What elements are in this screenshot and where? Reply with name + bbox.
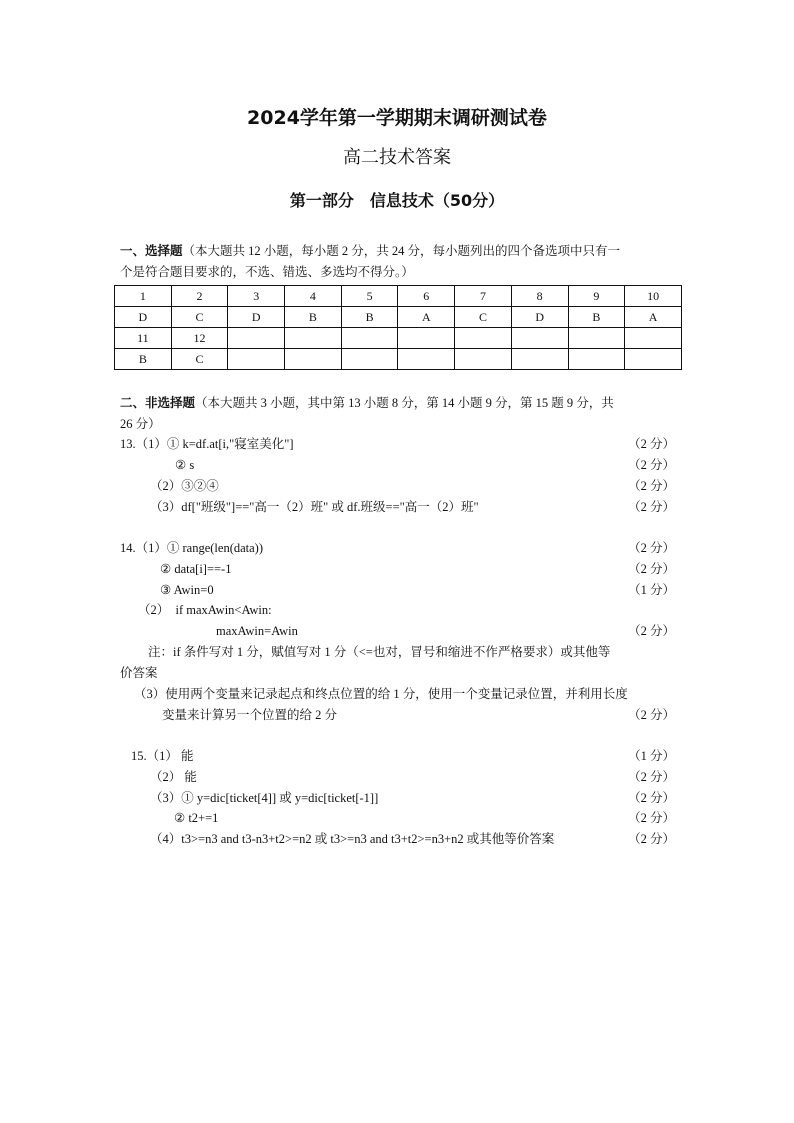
table-cell: 1 <box>115 286 172 307</box>
q14-score: （2 分） <box>628 624 675 638</box>
table-cell <box>341 328 398 349</box>
q14-answer-line: 注：if 条件写对 1 分，赋值写对 1 分（<=也对，冒号和缩进不作严格要求）或其他等 <box>148 645 611 659</box>
table-cell: 12 <box>171 328 228 349</box>
table-cell: C <box>171 349 228 370</box>
q14-answer-row <box>160 581 675 599</box>
section2-heading: 二、非选择题 <box>120 395 196 410</box>
table-cell: B <box>341 307 398 328</box>
q14-score: （2 分） <box>628 708 675 722</box>
q13-answer-row <box>175 456 675 474</box>
q14-answer-line: ② data[i]==-1 <box>160 562 232 576</box>
table-cell: B <box>115 349 172 370</box>
q14-score: （2 分） <box>628 541 675 555</box>
q15-score: （1 分） <box>628 749 675 763</box>
table-cell <box>511 349 568 370</box>
table-cell <box>285 349 342 370</box>
q14-answer-line: （3）使用两个变量来记录起点和终点位置的给 1 分，使用一个变量记录位置，并利用长度 <box>134 687 628 701</box>
table-cell: B <box>285 307 342 328</box>
doc-title: 2024学年第一学期期末调研测试卷 <box>247 107 547 129</box>
q15-answer-line: （3）① y=dic[ticket[4]] 或 y=dic[ticket[-1]] <box>150 791 379 805</box>
table-cell: 10 <box>625 286 682 307</box>
table-cell <box>398 328 455 349</box>
q14-answer-row <box>148 643 675 661</box>
q14-answer-line: （2） if maxAwin<Awin: <box>138 603 272 617</box>
q15-score: （2 分） <box>628 811 675 825</box>
table-cell <box>511 328 568 349</box>
table-cell: C <box>171 307 228 328</box>
q15-answer-line: ② t2+=1 <box>174 811 219 825</box>
q14-answer-line: ③ Awin=0 <box>160 583 214 597</box>
q14-answer-line: maxAwin=Awin <box>216 624 298 638</box>
table-cell: D <box>511 307 568 328</box>
q13-answer-line: （3）df["班级"]=="高一（2）班" 或 df.班级=="高一（2）班" <box>150 500 479 514</box>
section1-intro <box>120 242 620 260</box>
table-cell <box>228 328 285 349</box>
q14-score <box>667 664 675 682</box>
table-cell: 11 <box>115 328 172 349</box>
table-cell: A <box>625 307 682 328</box>
table-cell <box>341 349 398 370</box>
table-cell: C <box>455 307 512 328</box>
table-cell <box>568 349 625 370</box>
q15-score: （2 分） <box>628 770 675 784</box>
table-cell: 6 <box>398 286 455 307</box>
q14-answer-row <box>160 560 675 578</box>
q15-answer-line: 15.（1） 能 <box>131 749 194 763</box>
section2-desc: （本大题共 3 小题，其中第 13 小题 8 分，第 14 小题 9 分，第 15 题 9 分，共 <box>195 396 614 410</box>
q15-score: （2 分） <box>628 832 675 846</box>
q14-score <box>667 685 675 703</box>
q15-answer-line: （4）t3>=n3 and t3-n3+t2>=n2 或 t3>=n3 and t3+t2>=n3+n2 或其他等价答案 <box>150 832 555 846</box>
table-cell: B <box>568 307 625 328</box>
section1-desc: （本大题共 12 小题，每小题 2 分，共 24 分，每小题列出的四个备选项中只有一 <box>182 244 621 258</box>
q15-score: （2 分） <box>628 791 675 805</box>
q14-answer-line: 价答案 <box>120 666 158 680</box>
q14-answer-row <box>138 601 675 619</box>
q14-answer-row <box>162 706 675 724</box>
table-cell: 9 <box>568 286 625 307</box>
q15-answer-row <box>150 830 675 848</box>
section2-desc-cont: 26 分） <box>120 417 161 431</box>
table-cell <box>625 349 682 370</box>
q14-answer-row <box>216 622 675 640</box>
q14-answer-row <box>120 664 675 682</box>
q13-score: （2 分） <box>628 437 675 451</box>
table-cell: A <box>398 307 455 328</box>
section1-heading: 一、选择题 <box>120 243 183 258</box>
q14-answer-row <box>134 685 675 703</box>
table-cell <box>398 349 455 370</box>
table-row <box>115 349 682 370</box>
table-row <box>115 286 682 307</box>
q15-answer-row <box>131 747 675 765</box>
q14-score: （1 分） <box>628 583 675 597</box>
q13-answer-row <box>150 477 675 495</box>
table-cell: D <box>115 307 172 328</box>
q13-answer-line: 13.（1）① k=df.at[i,"寝室美化"] <box>120 437 294 451</box>
table-cell: 3 <box>228 286 285 307</box>
q13-score: （2 分） <box>628 500 675 514</box>
q13-answer-row <box>150 498 675 516</box>
q14-answer-line: 变量来计算另一个位置的给 2 分 <box>162 708 338 722</box>
doc-subtitle: 高二技术答案 <box>343 147 451 167</box>
table-row <box>115 328 682 349</box>
section1-desc-cont: 个是符合题目要求的，不选、错选、多选均不得分。） <box>120 265 414 279</box>
table-cell <box>568 328 625 349</box>
q14-score: （2 分） <box>628 562 675 576</box>
table-cell: D <box>228 307 285 328</box>
table-cell <box>455 349 512 370</box>
q13-answer-row <box>120 435 675 453</box>
answer-table <box>114 285 682 370</box>
q15-answer-row <box>174 809 675 827</box>
q13-score: （2 分） <box>628 458 675 472</box>
table-cell: 4 <box>285 286 342 307</box>
q15-answer-line: （2） 能 <box>150 770 197 784</box>
part-heading: 第一部分 信息技术（50分） <box>289 191 505 210</box>
q13-answer-line: （2）③②④ <box>150 479 219 493</box>
q14-answer-line: 14.（1）① range(len(data)) <box>120 541 263 555</box>
q15-answer-row <box>150 789 675 807</box>
table-cell: 7 <box>455 286 512 307</box>
q14-answer-row <box>120 539 675 557</box>
table-cell: 8 <box>511 286 568 307</box>
table-row <box>115 307 682 328</box>
table-cell <box>455 328 512 349</box>
q14-score <box>667 643 675 661</box>
q13-score: （2 分） <box>628 479 675 493</box>
q15-answer-row <box>150 768 675 786</box>
section2-intro <box>120 394 614 412</box>
table-cell <box>228 349 285 370</box>
table-cell <box>625 328 682 349</box>
table-cell <box>285 328 342 349</box>
q13-answer-line: ② s <box>175 458 195 472</box>
table-cell: 5 <box>341 286 398 307</box>
table-cell: 2 <box>171 286 228 307</box>
q14-score <box>667 601 675 619</box>
